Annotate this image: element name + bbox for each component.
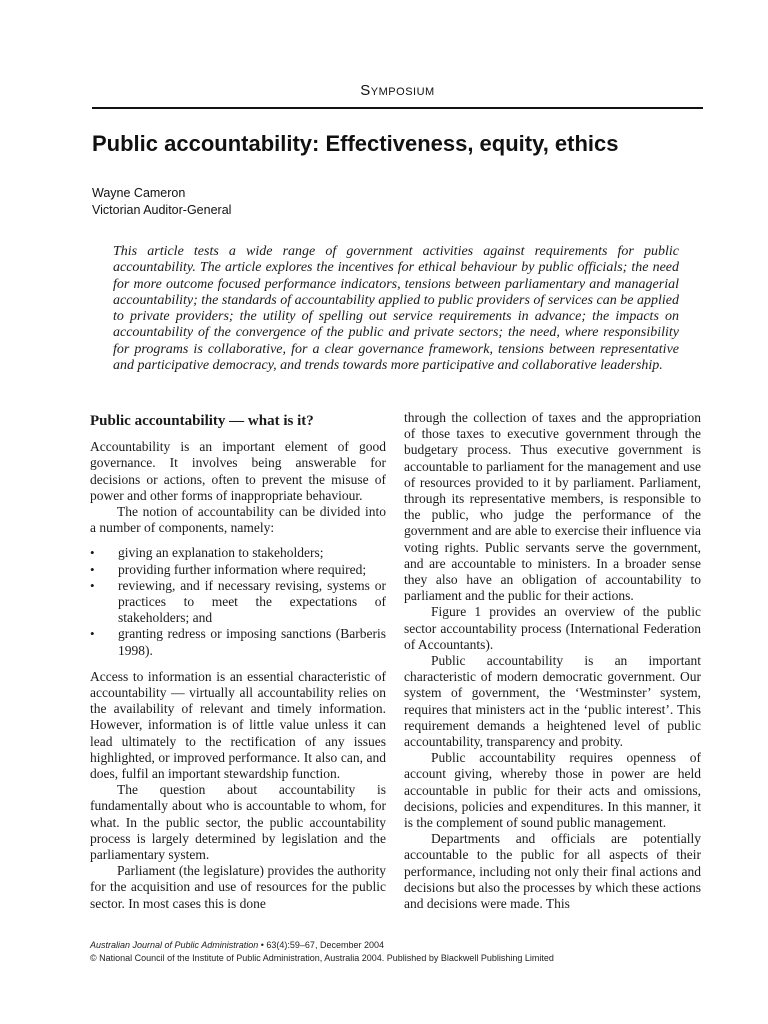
paragraph: The question about accountability is fundamentally about who is accountable to whom, for what. In the public sector, the public accountability process is largely determined by legislation and the parliamentary system. [90,782,386,863]
author-role: Victorian Auditor-General [92,203,232,217]
right-column [404,410,701,912]
paragraph: Figure 1 provides an overview of the public sector accountability process (International Federation of Accountants). [404,604,701,652]
page-footer [90,939,554,964]
list-item: • reviewing, and if necessary revising, systems or practices to meet the expectations of stakeholders; and [90,578,386,627]
journal-citation [90,939,554,952]
copyright-notice: © National Council of the Institute of Public Administration, Australia 2004. Published by Blackwell Publishing Limited [90,952,554,963]
paragraph: Departments and officials are potentially accountable to the public for all aspects of their performance, including not only their final actions and decisions but also the processes by which these actions and decisions were made. This [404,831,701,912]
paragraph: Parliament (the legislature) provides the authority for the acquisition and use of resources for the public sector. In most cases this is done [90,863,386,911]
list-item: • providing further information where required; [90,562,386,578]
component-list [90,545,386,658]
list-item: • giving an explanation to stakeholders; [90,545,386,561]
paragraph: Accountability is an important element of good governance. It involves being answerable for decisions or actions, often to prevent the misuse of power and other forms of inappropriate behaviour. [90,439,386,503]
header-rule [92,107,703,109]
list-item: • granting redress or imposing sanctions (Barberis 1998). [90,626,386,658]
paragraph: Access to information is an essential characteristic of accountability — virtually all accountability relies on the availability of relevant and timely information. However, information is of little value unless it can lead ultimately to the rectification of any issues highlighted, or improved performance. It also can, and does, fulfil an important stewardship function. [90,668,386,782]
author-block [92,185,231,219]
paragraph: through the collection of taxes and the appropriation of those taxes to executive government through the budgetary process. Thus executive government is accountable to parliament for the management and use of resources provided to it by parliament. Parliament, through its representative members, is responsible to the public, who judge the performance of the government and are able to exercise their influence via voting rights. Public servants serve the government, and are accountable to ministers. In a broader sense they also have an obligation of accountability to parliament and the public for their actions. [404,410,701,604]
section-heading: Public accountability — what is it? [90,413,314,429]
paragraph: Public accountability is an important characteristic of modern democratic government. Our system of government, the ‘Westminster’ system, requires that ministers act in the ‘public interest’. This requirement demands a heightened level of public accountability, transparency and probity. [404,653,701,750]
abstract: This article tests a wide range of government activities against requirements for public accountability. The article explores the incentives for ethical behaviour by public officials; the need for more outcome focused performance indicators, tensions between parliamentary and managerial accountability; the standards of accountability applied to public providers of services can be applied to private providers; the utility of spelling out service requirements in advance; the impacts on accountability of the convergence of the public and private sectors; the need, where responsibility for programs is collaborative, for a clear governance framework, tensions between representative and participative democracy, and trends towards more participative and collaborative leadership. [113,244,679,374]
section-label: Symposium [360,82,435,99]
left-column [90,410,386,912]
paragraph: Public accountability requires openness of account giving, whereby those in power are held accountable in public for their acts and omissions, decisions, policies and expenditures. In this manner, it is the complement of sound public management. [404,750,701,831]
paragraph: The notion of accountability can be divided into a number of components, namely: [90,504,386,536]
author-name: Wayne Cameron [92,186,186,200]
issue-info: • 63(4):59–67, December 2004 [258,940,384,950]
article-title: Public accountability: Effectiveness, equity, ethics [92,131,619,156]
journal-name: Australian Journal of Public Administration [90,940,259,950]
